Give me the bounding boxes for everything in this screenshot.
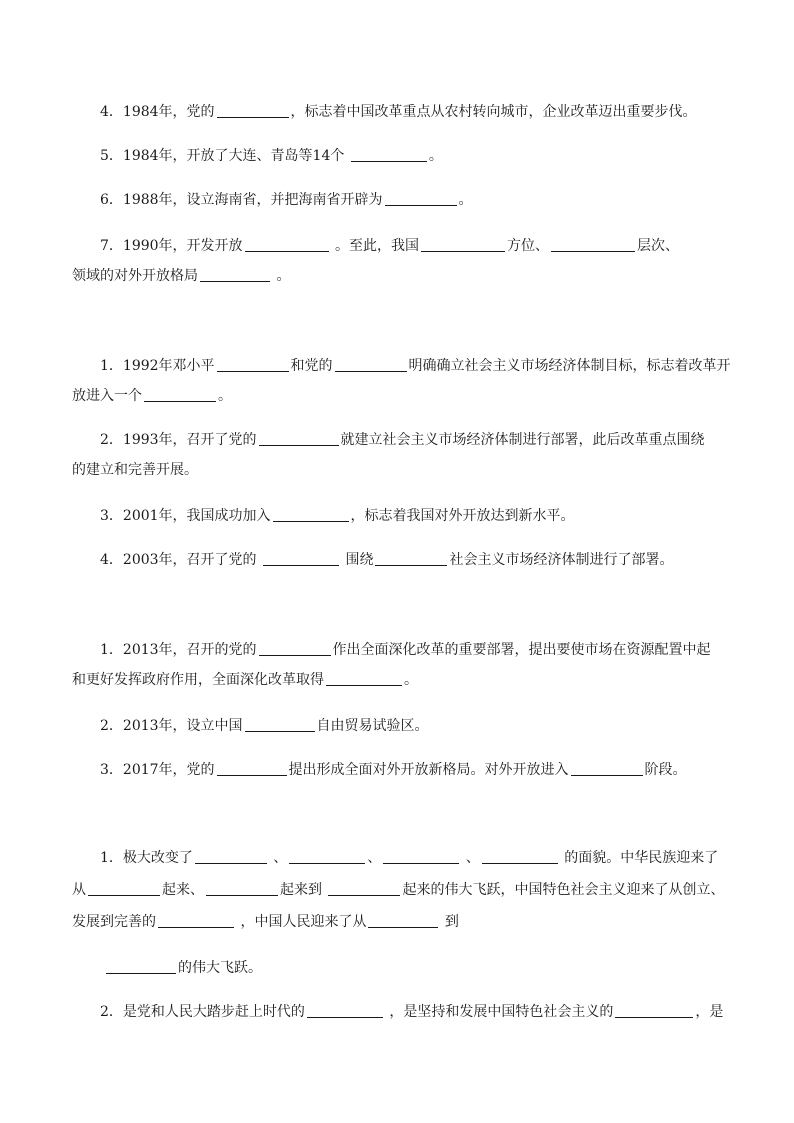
blank-field[interactable] [375,551,447,566]
text: 。 [404,672,418,688]
s4-item-1-cont [72,880,734,900]
blank-field[interactable] [206,881,278,896]
text: 的伟大飞跃。 [178,960,262,976]
blank-field[interactable] [326,671,402,686]
text: 4．1984年，党的 [100,104,215,120]
text: 5．1984年，开放了大连、青岛等14个 [100,148,345,164]
blank-field[interactable] [88,881,160,896]
s3-item-1-cont [72,670,734,690]
blank-field[interactable] [289,849,365,864]
blank-field[interactable] [217,103,289,118]
text: 自由贸易试验区。 [316,718,429,734]
text: ，标志着我国对外开放达到新水平。 [350,508,575,524]
text: ，是坚持和发展中国特色社会主义的 [389,1004,614,1020]
text: 2．2013年，设立中国 [100,718,243,734]
blank-field[interactable] [421,237,505,252]
blank-field[interactable] [195,849,267,864]
s4-item-1 [100,848,734,868]
text: 放进入一个 [72,388,142,404]
blank-field[interactable] [571,761,643,776]
text: 明确确立社会主义市场经济体制目标，标志着改革开 [408,358,731,374]
s2-item-2-cont [72,460,734,480]
blank-field[interactable] [217,357,289,372]
blank-field[interactable] [263,551,339,566]
text: 起来、 [162,882,204,898]
text: 的建立和完善开展。 [72,462,198,478]
text: 4．2003年，召开了党的 [100,552,257,568]
text: 7．1990年，开发开放 [100,238,243,254]
blank-field[interactable] [368,913,438,928]
text: 。 [276,268,291,284]
blank-field[interactable] [351,147,427,162]
blank-field[interactable] [217,761,287,776]
text: 起来到 [280,882,322,898]
s2-item-3 [100,506,734,526]
text: 。至此，我国 [335,238,419,254]
text: 方位、 [507,238,549,254]
text: 作出全面深化改革的重要部署，提出要使市场在资源配置中起 [332,642,711,658]
text: 、 [273,850,288,866]
text: 层次、 [637,238,679,254]
blank-field[interactable] [273,507,349,522]
text: 从 [72,882,86,898]
text: 围绕 [345,552,374,568]
text: 社会主义市场经济体制进行了部署。 [449,552,674,568]
s2-item-2 [100,430,734,450]
text: 发展到完善的 [72,914,156,930]
text: 3．2017年，党的 [100,762,215,778]
blank-field[interactable] [245,237,329,252]
blank-field[interactable] [383,849,459,864]
s1-item-5 [100,146,734,166]
s1-item-4 [100,102,734,122]
s3-item-2 [100,716,734,736]
blank-field[interactable] [245,717,315,732]
blank-field[interactable] [106,959,176,974]
text: 就建立社会主义市场经济体制进行部署，此后改革重点围绕 [340,432,705,448]
text: ，标志着中国改革重点从农村转向城市，企业改革迈出重要步伐。 [290,104,697,120]
blank-field[interactable] [144,387,216,402]
blank-field[interactable] [551,237,635,252]
blank-field[interactable] [482,849,558,864]
s4-item-1-cont2 [72,912,734,932]
s1-item-7-cont [72,266,734,286]
s1-item-7 [100,236,734,256]
text: 2．是党和人民大踏步赶上时代的 [100,1004,305,1020]
s3-item-1 [100,640,734,660]
text: 、 [367,850,382,866]
s4-item-2 [100,1002,734,1022]
text: 和更好发挥政府作用，全面深化改革取得 [72,672,324,688]
s2-item-4 [100,550,734,570]
text: 领域的对外开放格局 [72,268,198,284]
text: 和党的 [290,358,333,374]
s4-item-1-cont3 [104,958,734,978]
blank-field[interactable] [200,267,270,282]
text: 阶段。 [644,762,687,778]
text: 。 [428,148,443,164]
blank-field[interactable] [259,641,331,656]
blank-field[interactable] [307,1003,383,1018]
text: ，中国人民迎来了从 [240,914,367,930]
s1-item-6 [100,190,734,210]
blank-field[interactable] [259,431,339,446]
text: 、 [465,850,480,866]
text: 1．2013年，召开的党的 [100,642,257,658]
text: 2．1993年，召开了党的 [100,432,257,448]
blank-field[interactable] [158,913,234,928]
s3-item-3 [100,760,734,780]
text: 1．1992年邓小平 [100,358,215,374]
text: 到 [444,914,459,930]
text: 。 [458,192,473,208]
text: 。 [218,388,232,404]
blank-field[interactable] [328,881,400,896]
text: ，是 [695,1004,724,1020]
blank-field[interactable] [615,1003,693,1018]
blank-field[interactable] [385,191,457,206]
text: 3．2001年，我国成功加入 [100,508,271,524]
blank-field[interactable] [335,357,407,372]
text: 6．1988年，设立海南省，并把海南省开辟为 [100,192,383,208]
text: 起来的伟大飞跃，中国特色社会主义迎来了从创立、 [402,882,725,898]
text: 的面貌。中华民族迎来了 [564,850,719,866]
text: 1．极大改变了 [100,850,193,866]
s2-item-1 [100,356,734,376]
text: 提出形成全面对外开放新格局。对外开放进入 [288,762,569,778]
s2-item-1-cont [72,386,734,406]
